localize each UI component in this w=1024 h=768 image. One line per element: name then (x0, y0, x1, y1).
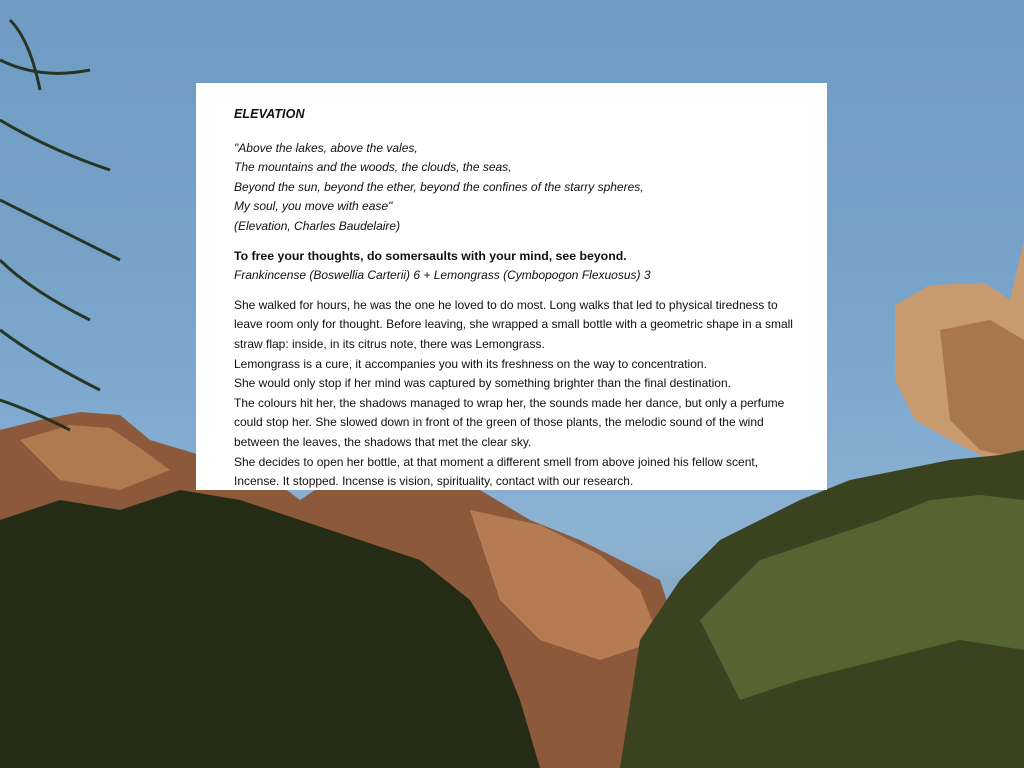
poem-line: The mountains and the woods, the clouds, the seas, (234, 160, 512, 175)
card-title: ELEVATION (234, 107, 305, 121)
story-block (234, 296, 797, 492)
story-paragraph: She walked for hours, he was the one he loved to do most. Long walks that led to physical tiredness to leave room only for thought. Before leaving, she wrapped a small bottle with a geometric shape in a small straw flap: inside, in its citrus note, there was Lemongrass. (234, 297, 793, 351)
tagline: To free your thoughts, do somersaults with your mind, see beyond. (234, 248, 627, 263)
text-card (196, 83, 827, 490)
fragrance-formula: Frankincense (Boswellia Carterii) 6 + Lemongrass (Cymbopogon Flexuosus) 3 (234, 268, 651, 283)
poem-line: My soul, you move with ease" (234, 199, 393, 214)
story-paragraph: She decides to open her bottle, at that moment a different smell from above joined his fellow scent, Incense. It stopped. Incense is vision, spirituality, contact with our research. (234, 454, 759, 489)
poem-line: Beyond the sun, beyond the ether, beyond the confines of the starry spheres, (234, 179, 644, 194)
poem-block (234, 139, 797, 237)
story-paragraph: She would only stop if her mind was captured by something brighter than the final destination. (234, 376, 731, 391)
palm-fronds (0, 20, 120, 430)
story-paragraph: Lemongrass is a cure, it accompanies you with its freshness on the way to concentration. (234, 356, 707, 371)
poem-line: "Above the lakes, above the vales, (234, 140, 418, 155)
poem-attribution: (Elevation, Charles Baudelaire) (234, 218, 401, 233)
story-paragraph: The colours hit her, the shadows managed to wrap her, the sounds made her dance, but only a perfume could stop her. She slowed down in front of the green of those plants, the melodic sound of the wind between the leaves, the shadows that met the clear sky. (234, 395, 785, 449)
